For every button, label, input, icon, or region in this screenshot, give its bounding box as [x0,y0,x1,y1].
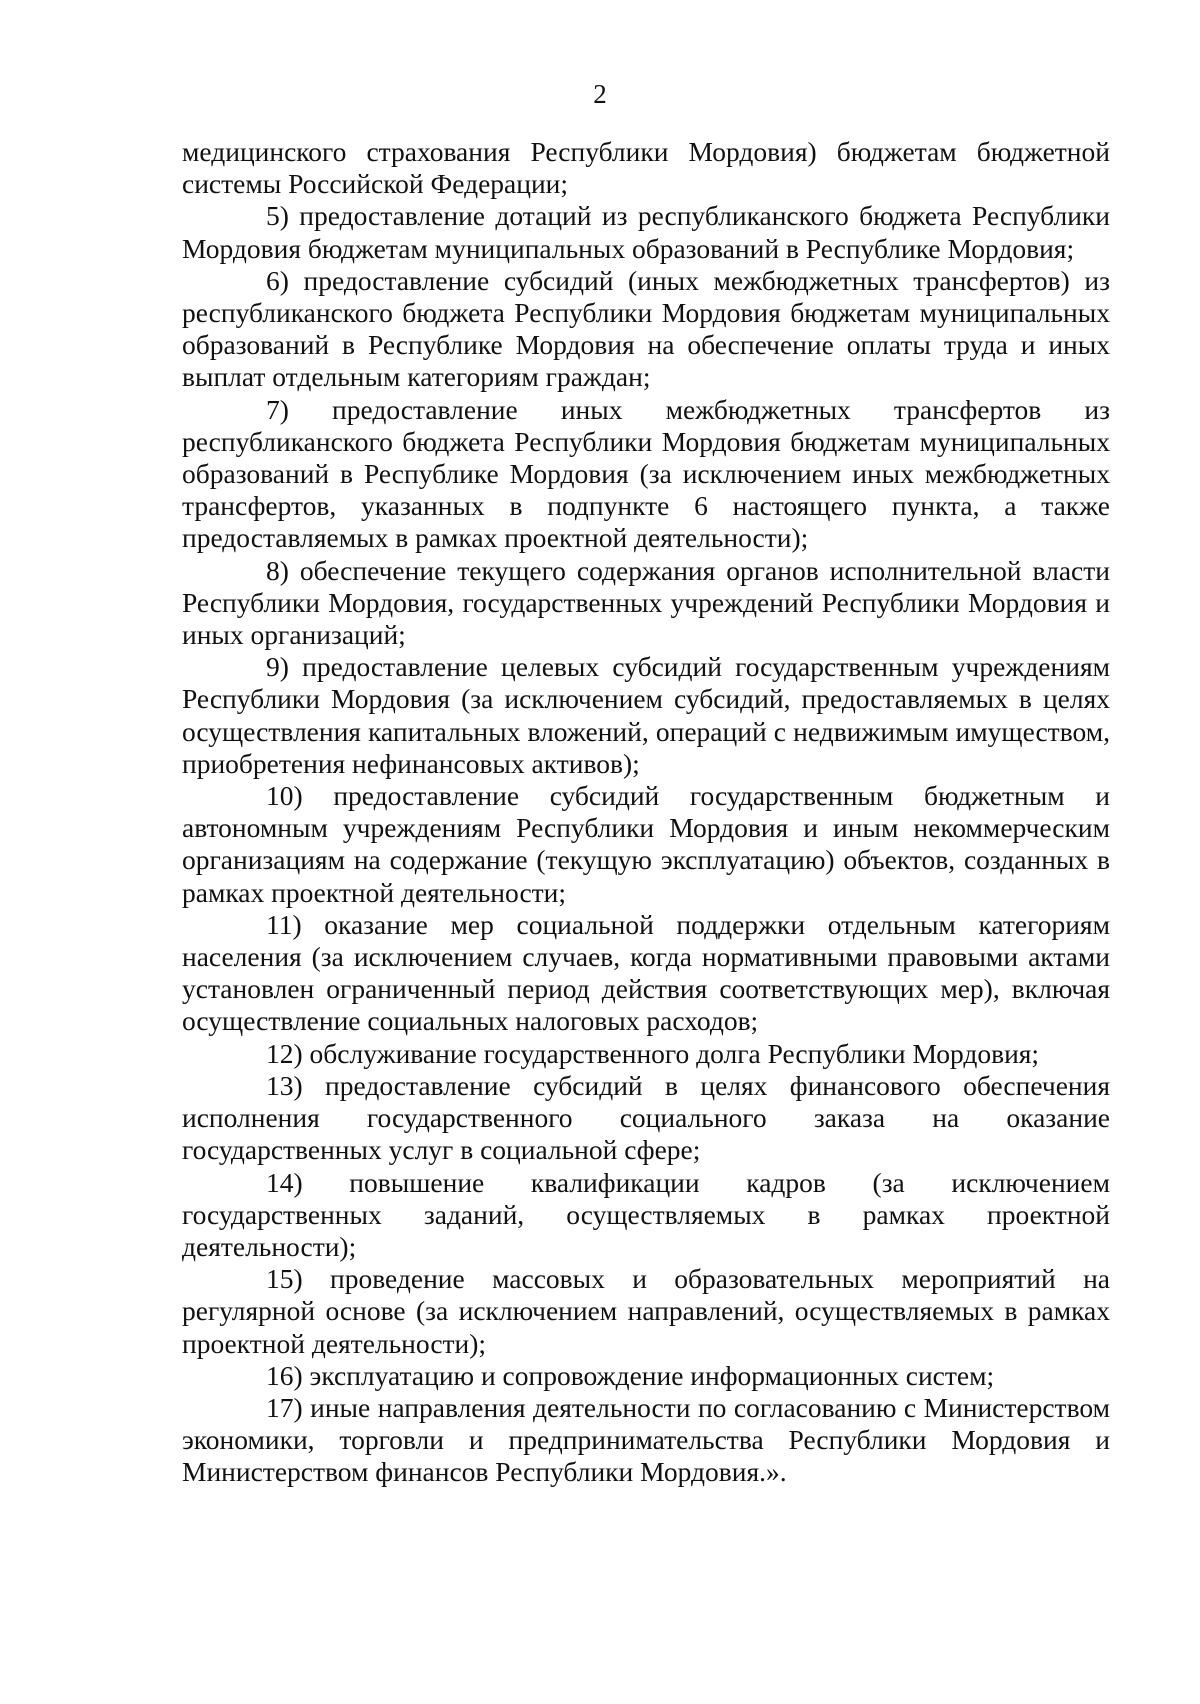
list-item-7: 7) предоставление иных межбюджетных трансфертов из республиканского бюджета Республики Мордовия бюджетам муниципальных образований в Республике Мордовия (за исключением иных межбюджетных трансфертов, указанных в подпункте 6 настоящего пункта, а также предоставляемых в рамках проектной деятельности); [182,393,1110,554]
document-body [182,136,1110,1489]
list-item-11: 11) оказание мер социальной поддержки отдельным категориям населения (за исключением случаев, когда нормативными правовыми актами установлен ограниченный период действия соответствующих мер), включая осуществление социальных налоговых расходов; [182,908,1110,1037]
list-item-17: 17) иные направления деятельности по согласованию с Министерством экономики, торговли и предпринимательства Республики Мордовия и Министерством финансов Республики Мордовия.». [182,1391,1110,1488]
list-item-6: 6) предоставление субсидий (иных межбюджетных трансфертов) из республиканского бюджета Республики Мордовия бюджетам муниципальных образований в Республике Мордовия на обеспечение оплаты труда и иных выплат отдельным категориям граждан; [182,264,1110,393]
list-item-10: 10) предоставление субсидий государственным бюджетным и автономным учреждениям Республики Мордовия и иным некоммерческим организациям на содержание (текущую эксплуатацию) объектов, созданных в рамках проектной деятельности; [182,780,1110,908]
list-item-14: 14) повышение квалификации кадров (за исключением государственных заданий, осуществляемых в рамках проектной деятельности); [182,1166,1110,1262]
list-item-16: 16) эксплуатацию и сопровождение информационных систем; [266,1359,995,1391]
list-item-9: 9) предоставление целевых субсидий государственным учреждениям Республики Мордовия (за исключением субсидий, предоставляемых в целях осуществления капитальных вложений, операций с недвижимым имуществом, приобретения нефинансовых активов); [182,651,1110,779]
page-number: 2 [593,79,607,109]
list-item-15: 15) проведение массовых и образовательных мероприятий на регулярной основе (за исключением направлений, осуществляемых в рамках проектной деятельности); [182,1263,1110,1359]
list-item-12: 12) обслуживание государственного долга Республики Мордовия; [266,1037,1040,1069]
list-item-13: 13) предоставление субсидий в целях финансового обеспечения исполнения государственного социального заказа на оказание государственных услуг в социальной сфере; [182,1069,1110,1166]
paragraph-continuation: медицинского страхования Республики Мордовия) бюджетам бюджетной системы Российской Федерации; [182,136,1110,200]
list-item-8: 8) обеспечение текущего содержания органов исполнительной власти Республики Мордовия, государственных учреждений Республики Мордовия и иных организаций; [182,554,1110,651]
list-item-5: 5) предоставление дотаций из республиканского бюджета Республики Мордовия бюджетам муниципальных образований в Республике Мордовия; [182,200,1110,264]
